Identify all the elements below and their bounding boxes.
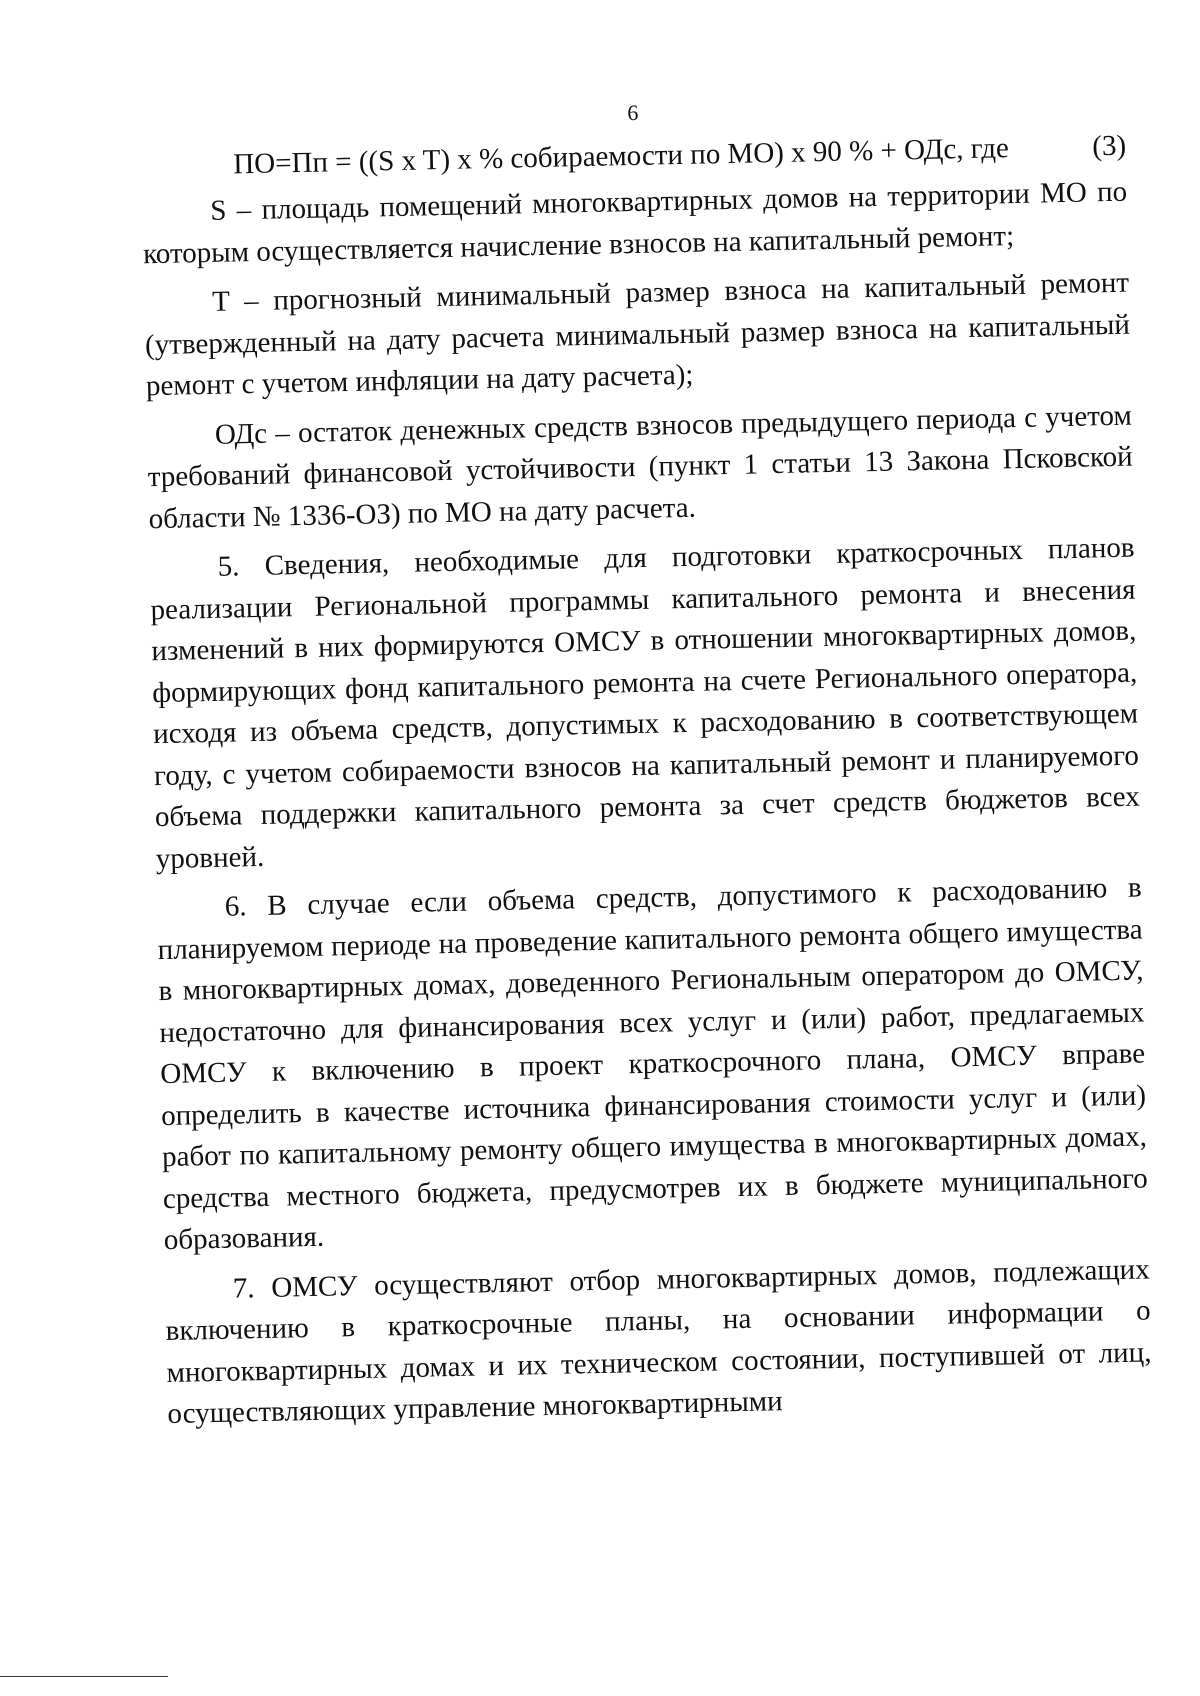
paragraph-s-definition: S – площадь помещений многоквартирных домов на территории МО по которым осуществляется начисление взносов на капитальный ремонт; (142, 175, 1128, 270)
page-number: 6 (627, 99, 639, 126)
paragraph-t-definition: T – прогнозный минимальный размер взноса на капитальный ремонт (утвержденный на дату расчета минимальный размер взноса на капитальный ремонт с учетом инфляции на дату расчета); (144, 266, 1131, 403)
paragraph-item-7: 7. ОМСУ осуществляют отбор многоквартирных домов, подлежащих включению в краткосрочные планы, на основании информации о многоквартирных домах и их техническом состоянии, поступившей от лиц, осуществляющих управление многоквартирными (165, 1252, 1152, 1431)
footnote-divider (0, 1676, 168, 1677)
paragraph-item-5: 5. Сведения, необходимые для подготовки краткосрочных планов реализации Региональной программы капитального ремонта и внесения изменений в них формируются ОМСУ в отношении многоквартирных домов, формирующих фонд капитального ремонта на счете Регионального оператора, исходя из объема средств, допустимых к расходованию в соответствующем году, с учетом собираемости взносов на капитальный ремонт и планируемого объема поддержки капитального ремонта за счет средств бюджетов всех уровней. (150, 531, 1141, 875)
formula-number: (3) (1091, 129, 1127, 163)
page-body (140, 88, 1153, 1444)
paragraph-ods-definition: ОДс – остаток денежных средств взносов предыдущего периода с учетом требований финансовой устойчивости (пункт 1 статьи 13 Закона Псковской области № 1336-ОЗ) по МО на дату расчета. (147, 399, 1133, 535)
formula-text: ПО=Пп = ((S x T) x % собираемости по МО) x 90 % + ОДс, где (232, 132, 1010, 181)
paragraph-item-6: 6. В случае если объема средств, допустимого к расходованию в планируемом периоде на проведение капитального ремонта общего имущества в многоквартирных домах, доведенного Региональным оператором до ОМСУ, недостаточно для финансирования всех услуг и (или) работ, предлагаемых ОМСУ к включению в проект краткосрочного плана, ОМСУ вправе определить в качестве источника финансирования стоимости услуг и (или) работ по капитальному ремонту общего имущества в многоквартирных домах, средства местного бюджета, предусмотрев их в бюджете муниципального образования. (157, 871, 1149, 1257)
